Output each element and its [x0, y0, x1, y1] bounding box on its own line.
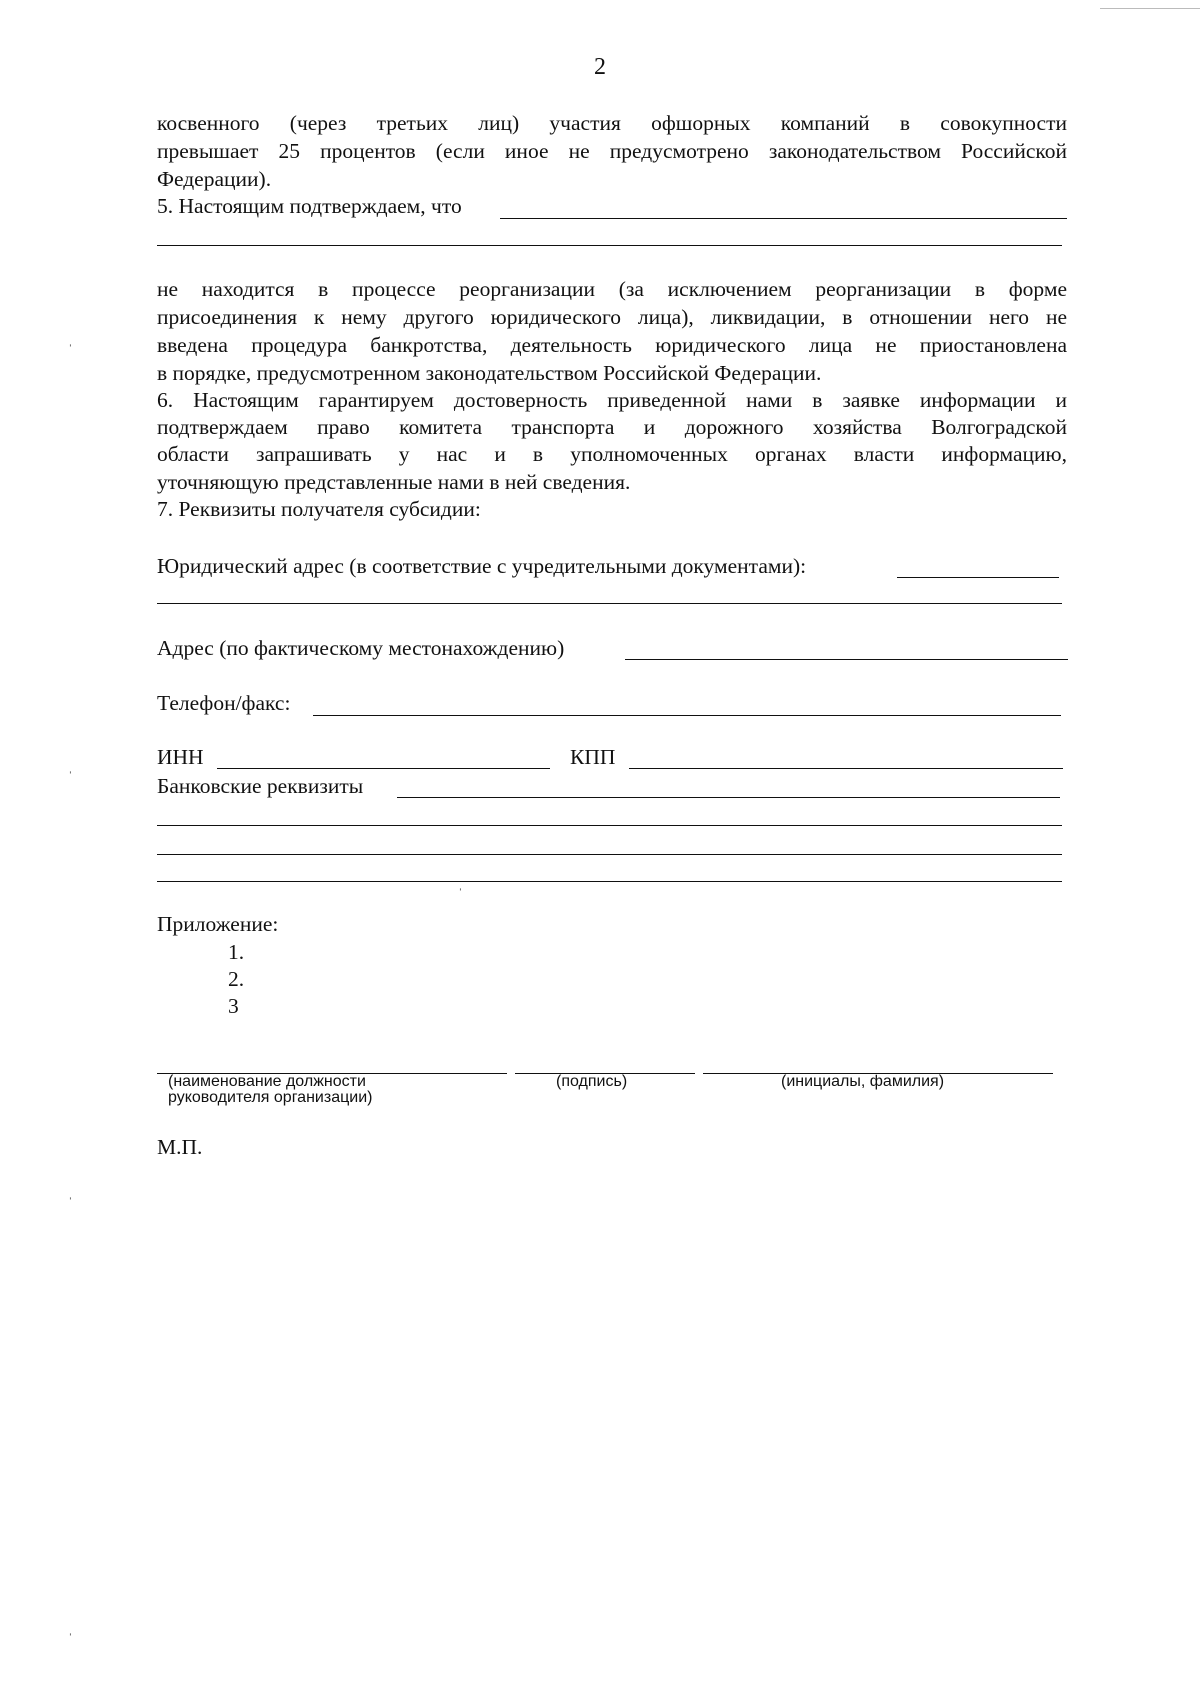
- scan-speck: ˈ: [458, 887, 463, 902]
- sign-caption: (подпись): [556, 1073, 628, 1090]
- bank-details-label: Банковские реквизиты: [157, 774, 364, 798]
- scan-speck: ˈ: [68, 343, 73, 358]
- actual-address-field[interactable]: [625, 659, 1068, 660]
- paragraph-line: косвенного (через третьих лиц) участия офшорных компаний в совокупности: [157, 111, 1067, 135]
- legal-address-label: Юридический адрес (в соответствие с учредительными документами):: [157, 554, 807, 578]
- item5-line: присоединения к нему другого юридического лица), ликвидации, в отношении него не: [157, 305, 1067, 329]
- attachment-item: 1.: [228, 940, 245, 964]
- item5-label: 5. Настоящим подтверждаем, что: [157, 194, 462, 218]
- bank-details-field-3[interactable]: [157, 854, 1062, 855]
- bank-details-field-2[interactable]: [157, 825, 1062, 826]
- name-caption: (инициалы, фамилия): [781, 1073, 945, 1090]
- position-caption: (наименование должности: [168, 1073, 366, 1090]
- scan-speck: ˈ: [68, 1632, 73, 1647]
- phone-fax-field[interactable]: [313, 715, 1061, 716]
- paragraph-line: Федерации).: [157, 167, 272, 191]
- page-number: 2: [594, 54, 606, 80]
- kpp-field[interactable]: [629, 768, 1063, 769]
- scan-speck: ˈ: [68, 770, 73, 785]
- legal-address-field-2[interactable]: [157, 603, 1062, 604]
- inn-label: ИНН: [157, 745, 204, 769]
- item7-title: 7. Реквизиты получателя субсидии:: [157, 497, 481, 521]
- item5-line: не находится в процессе реорганизации (за исключением реорганизации в форме: [157, 277, 1067, 301]
- paragraph-line: превышает 25 процентов (если иное не предусмотрено законодательством Российской: [157, 139, 1067, 163]
- attachment-item: 2.: [228, 967, 245, 991]
- attachments-title: Приложение:: [157, 912, 279, 936]
- inn-field[interactable]: [217, 768, 550, 769]
- item6-line: уточняющую представленные нами в ней сведения.: [157, 470, 631, 494]
- attachment-item: 3: [228, 994, 239, 1018]
- bank-details-field[interactable]: [397, 797, 1060, 798]
- item5-fill-line[interactable]: [500, 218, 1067, 219]
- item5-line: введена процедура банкротства, деятельность юридического лица не приостановлена: [157, 333, 1067, 357]
- kpp-label: КПП: [570, 745, 616, 769]
- item5-line: в порядке, предусмотренном законодательством Российской Федерации.: [157, 361, 822, 385]
- actual-address-label: Адрес (по фактическому местонахождению): [157, 636, 565, 660]
- position-caption: руководителя организации): [168, 1089, 373, 1106]
- item6-line: 6. Настоящим гарантируем достоверность приведенной нами в заявке информации и: [157, 388, 1067, 412]
- stamp-placeholder: М.П.: [157, 1135, 203, 1159]
- phone-fax-label: Телефон/факс:: [157, 691, 291, 715]
- legal-address-field[interactable]: [897, 577, 1059, 578]
- item6-line: подтверждаем право комитета транспорта и дорожного хозяйства Волгоградской: [157, 415, 1067, 439]
- scan-speck: ˈ: [68, 1196, 73, 1211]
- item6-line: области запрашивать у нас и в уполномоченных органах власти информацию,: [157, 442, 1067, 466]
- bank-details-field-4[interactable]: [157, 881, 1062, 882]
- item5-fill-line-2[interactable]: [157, 245, 1062, 246]
- scan-edge-line: [1100, 8, 1200, 9]
